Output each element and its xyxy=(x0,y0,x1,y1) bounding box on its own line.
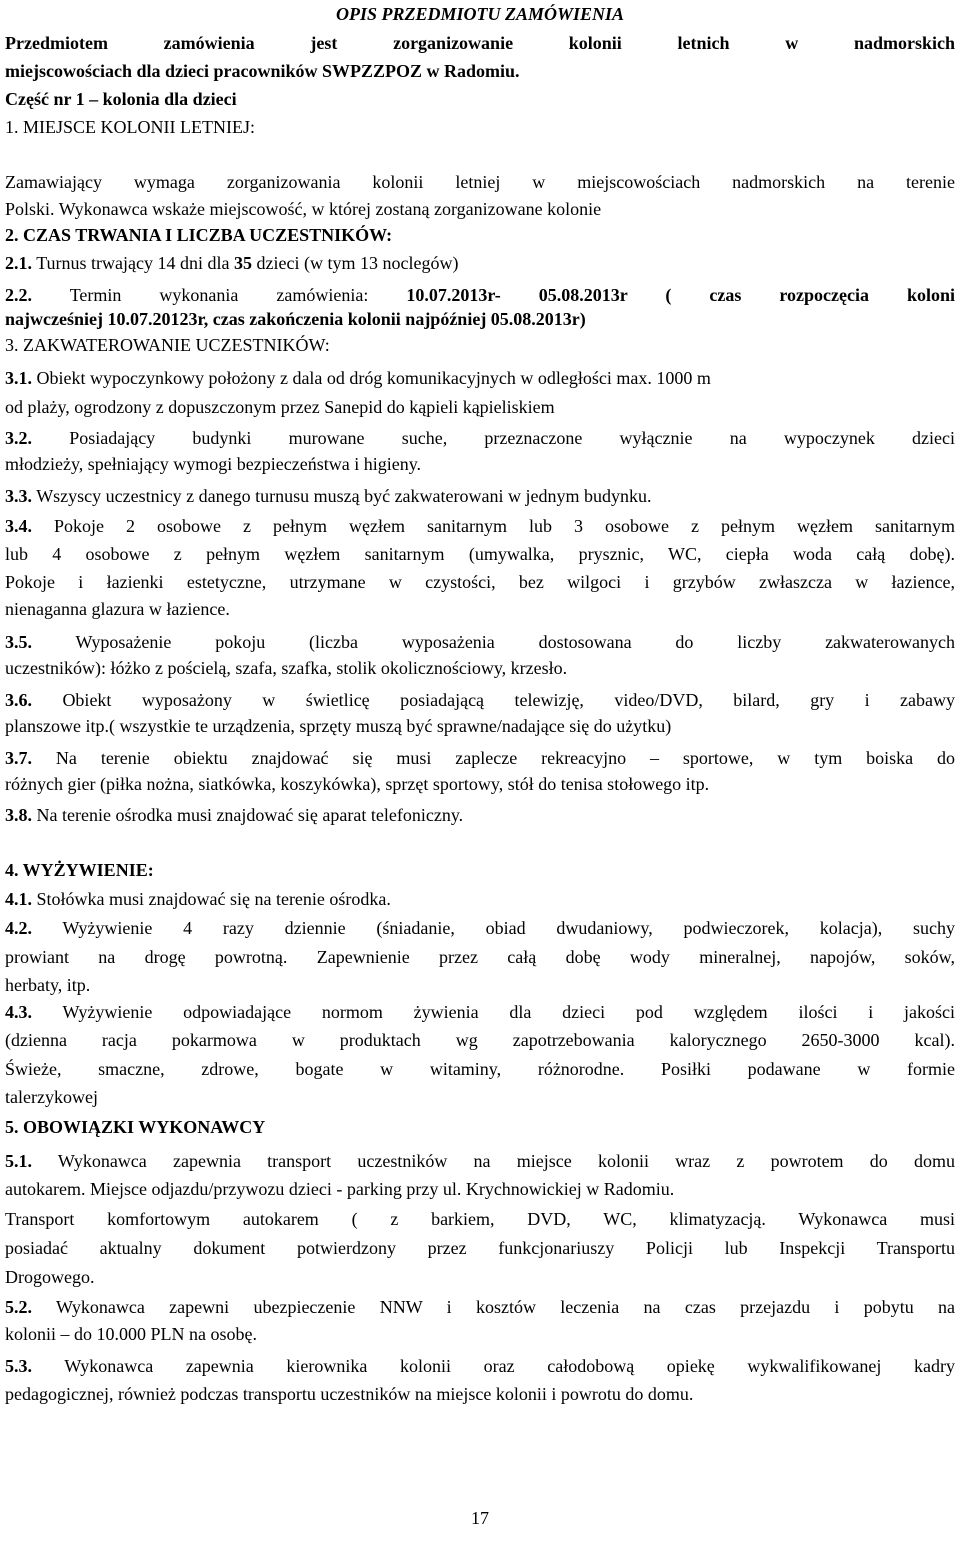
clause-number: 3.8. xyxy=(5,805,32,825)
intro-line: miejscowościach dla dzieci pracowników SWPZZPOZ w Radomiu. xyxy=(5,61,520,81)
paragraph-line: talerzykowej xyxy=(5,1087,98,1107)
paragraph-line: autokarem. Miejsce odjazdu/przywozu dzieci - parking przy ul. Krychnowickiej w Radomiu. xyxy=(5,1179,675,1199)
paragraph-line: Pokoje i łazienki estetyczne, utrzymane w czystości, bez wilgoci i grzybów zwłaszcza w łazience, xyxy=(5,572,955,592)
document-title: OPIS PRZEDMIOTU ZAMÓWIENIA xyxy=(335,4,625,24)
clause-number: 3.4. xyxy=(5,516,32,536)
clause-number: 2.2. xyxy=(5,285,32,305)
paragraph-line: uczestników): łóżko z pościelą, szafa, szafka, stolik okolicznościowy, krzesło. xyxy=(5,658,568,678)
paragraph-line: Polski. Wykonawca wskaże miejscowość, w której zostaną zorganizowane kolonie xyxy=(5,199,602,219)
paragraph-line: 3.4. Pokoje 2 osobowe z pełnym węzłem sanitarnym lub 3 osobowe z pełnym węzłem sanitarnym xyxy=(5,516,955,536)
paragraph-line: planszowe itp.( wszystkie te urządzenia, sprzęty muszą być sprawne/nadające się do użytku) xyxy=(5,716,672,736)
clause-number: 3.6. xyxy=(5,690,32,710)
clause-number: 4.1. xyxy=(5,889,32,909)
clause-number: 5.3. xyxy=(5,1356,32,1376)
paragraph-line: od plaży, ogrodzony z dopuszczonym przez Sanepid do kąpieli kąpieliskiem xyxy=(5,397,555,417)
paragraph-line: 3.3. Wszyscy uczestnicy z danego turnusu muszą być zakwaterowani w jednym budynku. xyxy=(5,486,652,506)
section-heading: 5. OBOWIĄZKI WYKONAWCY xyxy=(5,1117,266,1137)
paragraph-line: Zamawiający wymaga zorganizowania kolonii letniej w miejscowościach nadmorskich na terenie xyxy=(5,172,955,192)
section-heading: 4. WYŻYWIENIE: xyxy=(5,860,154,880)
clause-number: 4.3. xyxy=(5,1002,32,1022)
paragraph-line: (dzienna racja pokarmowa w produktach wg zapotrzebowania kalorycznego 2650-3000 kcal). xyxy=(5,1030,955,1050)
clause-number: 3.1. xyxy=(5,368,32,388)
paragraph-line: 3.1. Obiekt wypoczynkowy położony z dala od dróg komunikacyjnych w odległości max. 1000 m xyxy=(5,368,711,388)
paragraph-line: 3.6. Obiekt wyposażony w świetlicę posiadającą telewizję, video/DVD, bilard, gry i zabawy xyxy=(5,690,956,710)
paragraph-line: prowiant na drogę powrotną. Zapewnienie przez całą dobę wody mineralnej, napojów, soków, xyxy=(5,947,955,967)
paragraph-line: kolonii – do 10.000 PLN na osobę. xyxy=(5,1324,257,1344)
clause-number: 4.2. xyxy=(5,918,32,938)
paragraph-line: najwcześniej 10.07.20123r, czas zakończenia kolonii najpóźniej 05.08.2013r) xyxy=(5,309,586,329)
part-label: Część nr 1 – kolonia dla dzieci xyxy=(5,89,237,109)
paragraph-line: 3.8. Na terenie ośrodka musi znajdować się aparat telefoniczny. xyxy=(5,805,464,825)
clause-number: 2.1. xyxy=(5,253,32,273)
paragraph-line: różnych gier (piłka nożna, siatkówka, koszykówka), sprzęt sportowy, stół do tenisa stołowego itp. xyxy=(5,774,710,794)
clause-number: 3.3. xyxy=(5,486,32,506)
paragraph-line: nienaganna glazura w łazience. xyxy=(5,599,230,619)
paragraph-line: Transport komfortowym autokarem ( z barkiem, DVD, WC, klimatyzacją. Wykonawca musi xyxy=(5,1209,955,1229)
clause-number: 3.2. xyxy=(5,428,32,448)
paragraph-line: 4.2. Wyżywienie 4 razy dziennie (śniadanie, obiad dwudaniowy, podwieczorek, kolacja), suchy xyxy=(5,918,955,938)
clause-number: 3.5. xyxy=(5,632,32,652)
paragraph-line: 3.2. Posiadający budynki murowane suche, przeznaczone wyłącznie na wypoczynek dzieci xyxy=(5,428,956,448)
section-heading: 3. ZAKWATEROWANIE UCZESTNIKÓW: xyxy=(5,335,330,355)
paragraph-line: herbaty, itp. xyxy=(5,975,91,995)
paragraph-line: młodzieży, spełniający wymogi bezpieczeństwa i higieny. xyxy=(5,454,422,474)
paragraph-line: 4.3. Wyżywienie odpowiadające normom żywienia dla dzieci pod względem ilości i jakości xyxy=(5,1002,955,1022)
clause-number: 3.7. xyxy=(5,748,32,768)
paragraph-line: 3.7. Na terenie obiektu znajdować się musi zaplecze rekreacyjno – sportowe, w tym boiska do xyxy=(5,748,956,768)
paragraph-line: lub 4 osobowe z pełnym węzłem sanitarnym (umywalka, prysznic, WC, ciepła woda całą dobę). xyxy=(5,544,955,564)
paragraph-line: posiadać aktualny dokument potwierdzony przez funkcjonariuszy Policji lub Inspekcji Transportu xyxy=(5,1238,955,1258)
section-heading: 1. MIEJSCE KOLONII LETNIEJ: xyxy=(5,117,255,137)
paragraph-line: 5.1. Wykonawca zapewnia transport uczestników na miejsce kolonii wraz z powrotem do domu xyxy=(5,1151,955,1171)
paragraph-line: 2.2. Termin wykonania zamówienia: 10.07.2013r- 05.08.2013r ( czas rozpoczęcia koloni xyxy=(5,285,955,305)
paragraph-line: pedagogicznej, również podczas transportu uczestników na miejsce kolonii i powrotu do domu. xyxy=(5,1384,694,1404)
paragraph-line: 4.1. Stołówka musi znajdować się na terenie ośrodka. xyxy=(5,889,391,909)
paragraph-line: Drogowego. xyxy=(5,1267,95,1287)
page-number: 17 xyxy=(471,1508,489,1528)
section-heading: 2. CZAS TRWANIA I LICZBA UCZESTNIKÓW: xyxy=(5,225,393,245)
intro-line: Przedmiotem zamówienia jest zorganizowanie kolonii letnich w nadmorskich xyxy=(5,33,955,53)
paragraph-line: 5.3. Wykonawca zapewnia kierownika kolonii oraz całodobową opiekę wykwalifikowanej kadry xyxy=(5,1356,955,1376)
paragraph-line: 5.2. Wykonawca zapewni ubezpieczenie NNW i kosztów leczenia na czas przejazdu i pobytu na xyxy=(5,1297,956,1317)
paragraph-line: 3.5. Wyposażenie pokoju (liczba wyposażenia dostosowana do liczby zakwaterowanych xyxy=(5,632,955,652)
clause-number: 5.1. xyxy=(5,1151,32,1171)
paragraph-line: Świeże, smaczne, zdrowe, bogate w witaminy, różnorodne. Posiłki podawane w formie xyxy=(5,1059,955,1079)
clause-number: 5.2. xyxy=(5,1297,32,1317)
paragraph-line: 2.1. Turnus trwający 14 dni dla 35 dzieci (w tym 13 noclegów) xyxy=(5,253,459,273)
